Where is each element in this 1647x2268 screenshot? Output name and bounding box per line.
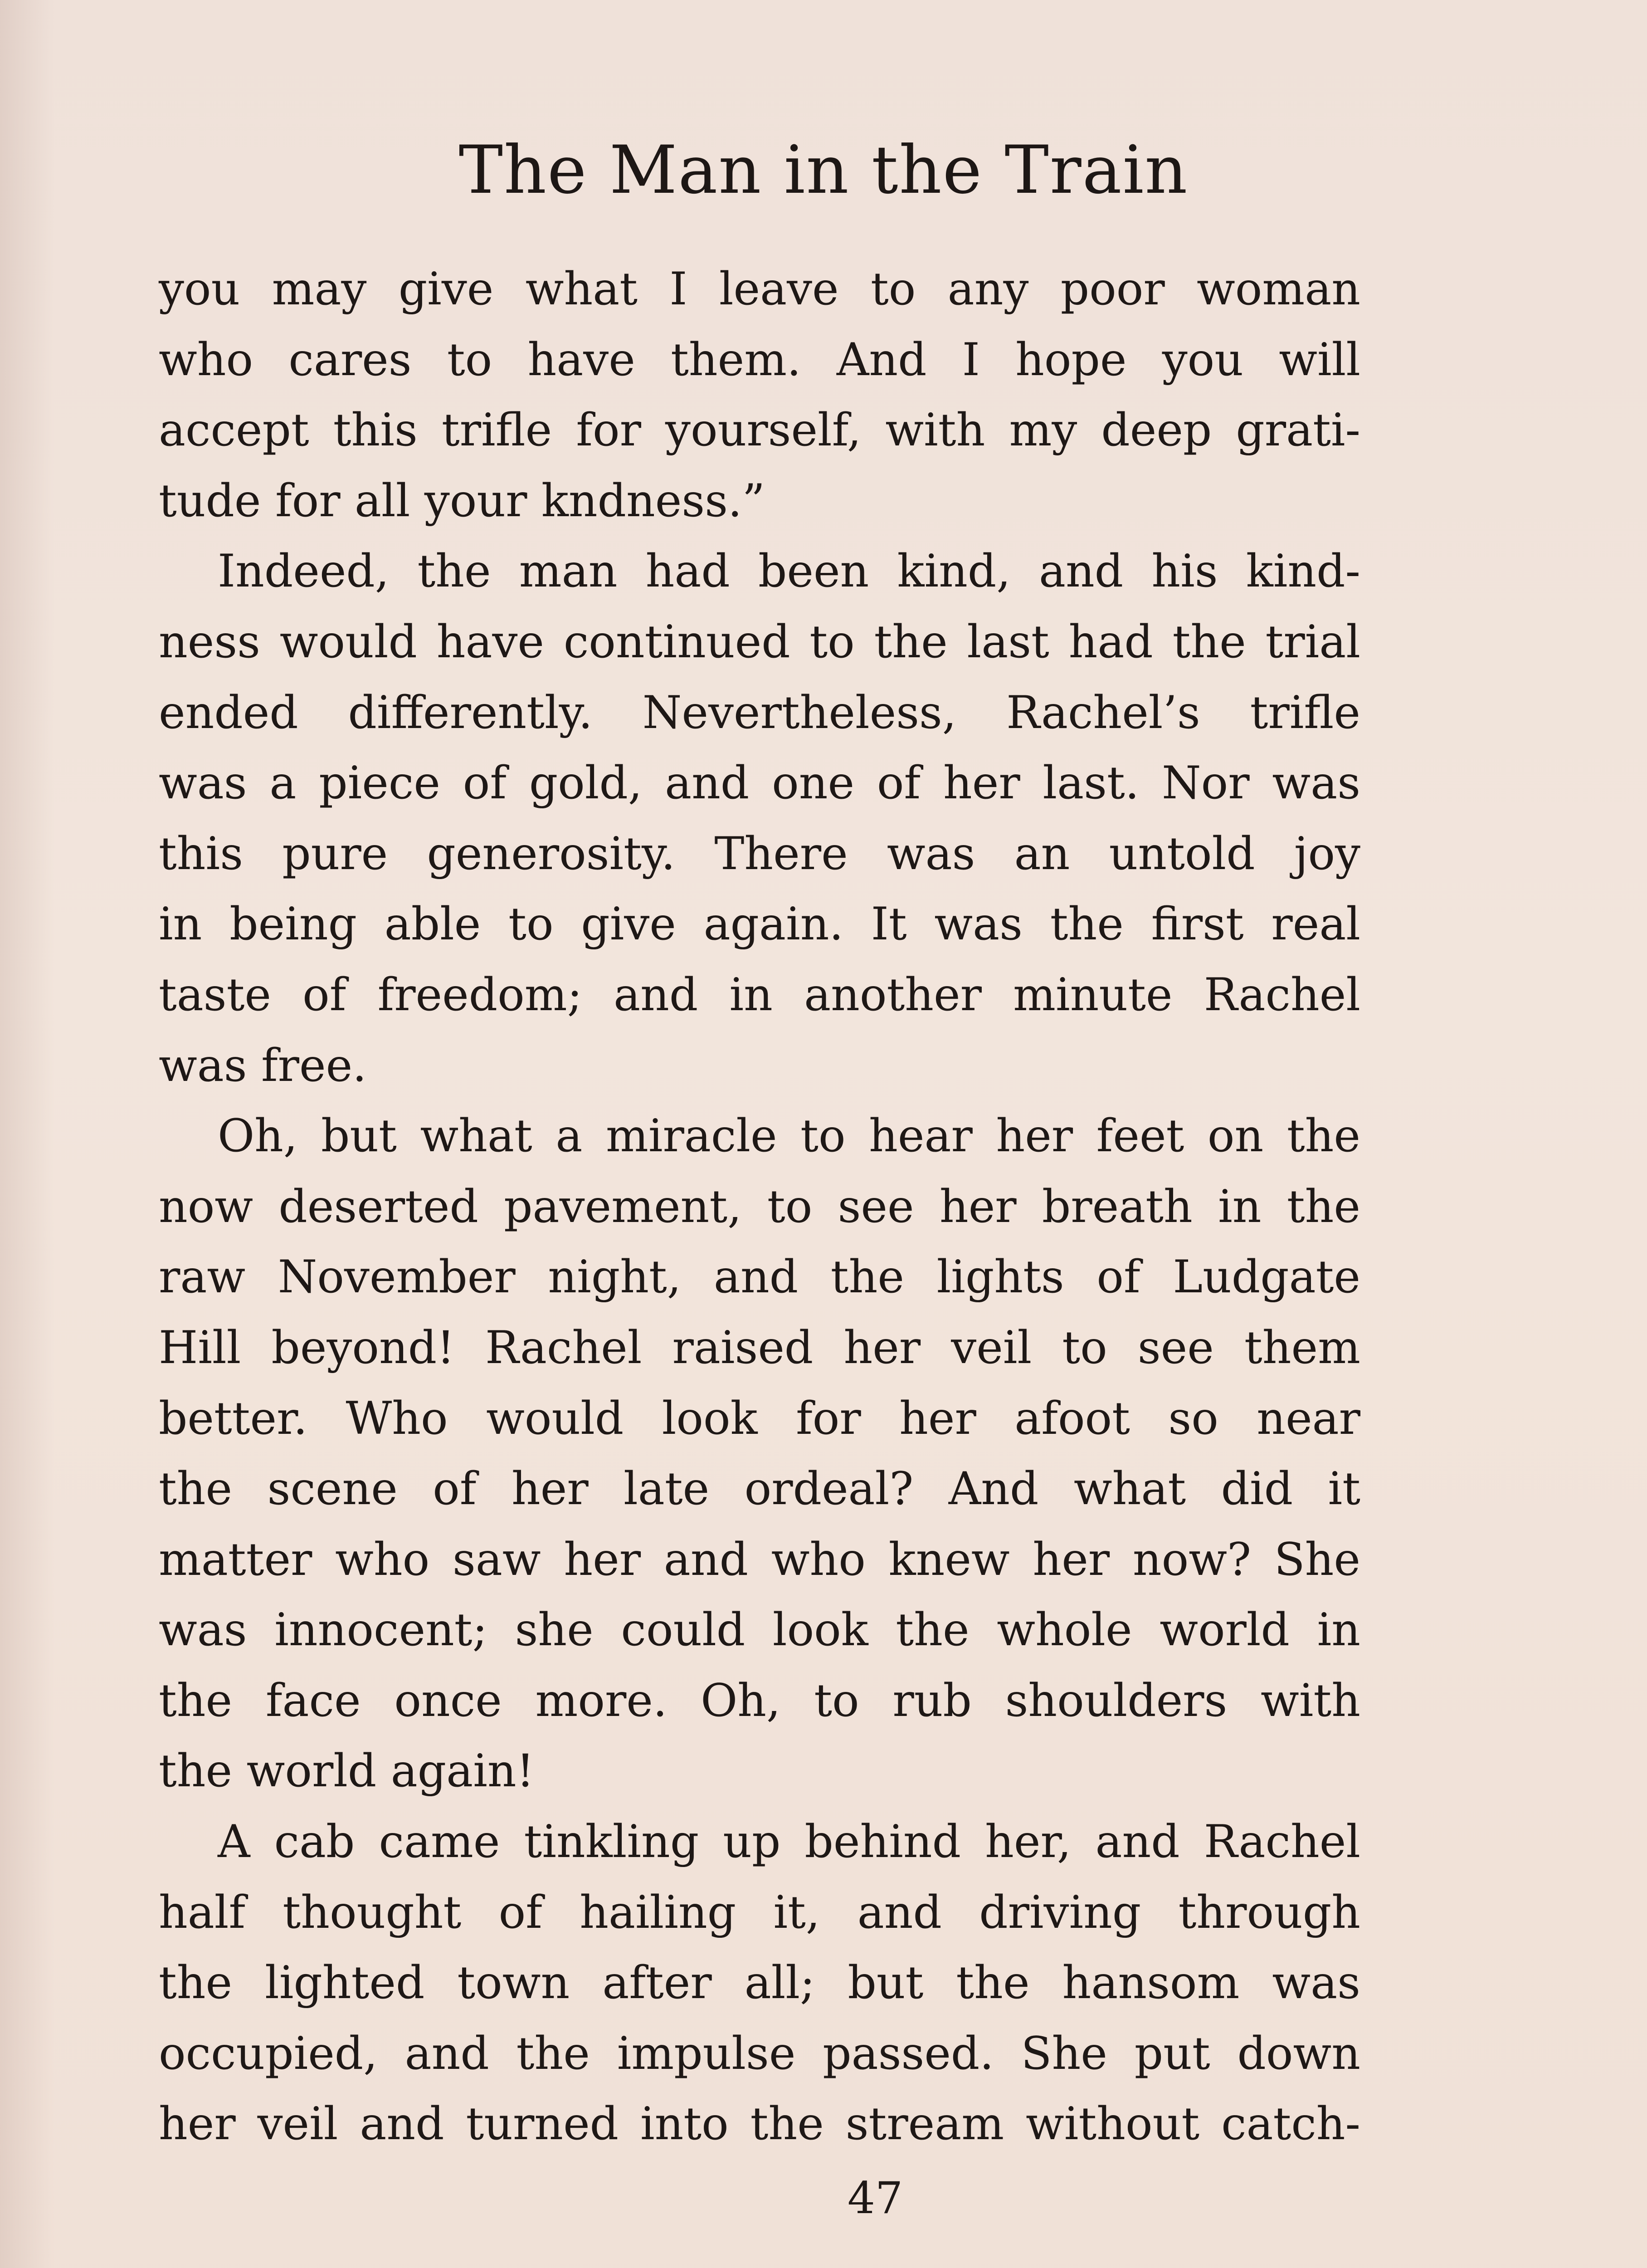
text-line: Oh, but what a miracle to hear her feet on the [218,1110,1360,1163]
text-line: A cab came tinkling up behind her, and Rachel [218,1816,1360,1868]
text-line: Hill beyond! Rachel raised her veil to see them [159,1321,1360,1374]
text-line: Indeed, the man had been kind, and his kind- [218,545,1360,598]
text-line: tude for all your kndness.” [159,474,765,527]
text-line: accept this trifle for yourself, with my deep grati- [159,404,1360,457]
page-shading [0,0,54,2268]
text-line: raw November night, and the lights of Ludgate [159,1251,1360,1304]
text-line: the lighted town after all; but the hansom was [159,1957,1360,2009]
running-head: The Man in the Train [458,132,1189,209]
text-line: the face once more. Oh, to rub shoulders with [159,1674,1360,1727]
text-line: ness would have continued to the last had the trial [159,616,1360,668]
text-line: was a piece of gold, and one of her last. Nor was [159,757,1360,810]
text-line: was innocent; she could look the whole world in [159,1604,1360,1657]
text-line: taste of freedom; and in another minute Rachel [159,968,1360,1021]
text-line: half thought of hailing it, and driving through [159,1886,1360,1939]
text-line: matter who saw her and who knew her now? She [159,1533,1360,1586]
text-line: now deserted pavement, to see her breath in the [159,1180,1360,1233]
text-line: this pure generosity. There was an untold joy [159,827,1360,880]
text-line: the world again! [159,1745,535,1798]
text-line: the scene of her late ordeal? And what did it [159,1463,1360,1515]
text-line: better. Who would look for her afoot so near [159,1392,1360,1445]
text-line: her veil and turned into the stream without catch- [159,2098,1360,2151]
text-line: who cares to have them. And I hope you will [159,333,1360,386]
text-line: in being able to give again. It was the first real [159,898,1360,951]
text-line: ended differently. Nevertheless, Rachel’s trifle [159,686,1360,739]
text-line: occupied, and the impulse passed. She put down [159,2027,1360,2080]
page-number: 47 [847,2173,903,2224]
text-line: you may give what I leave to any poor woman [159,263,1360,315]
body-text [159,254,1360,2160]
text-line: was free. [159,1039,367,1092]
